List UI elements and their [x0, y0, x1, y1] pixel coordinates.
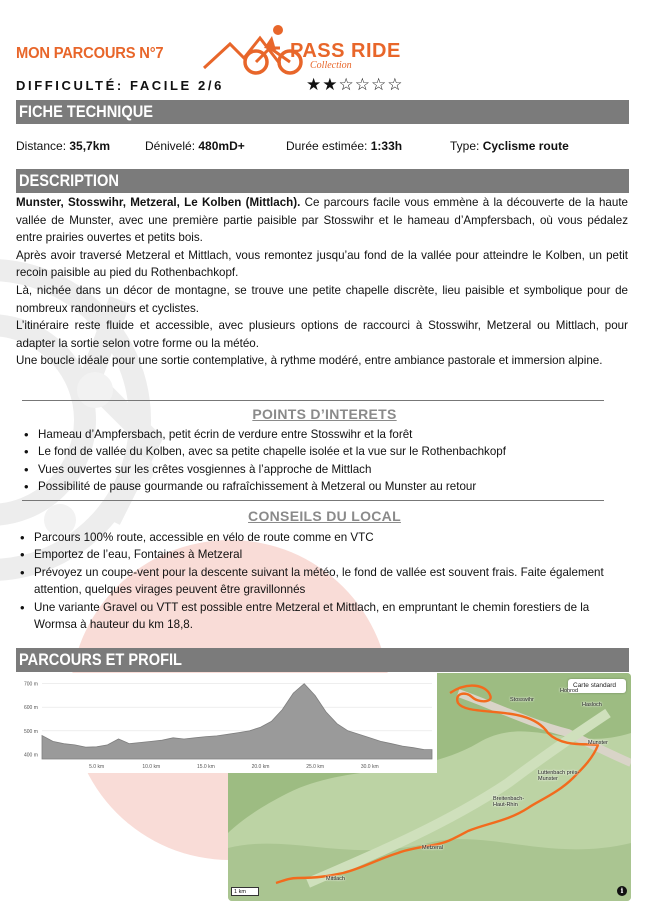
spec-type: Type: Cyclisme route: [450, 139, 569, 153]
elevation-area: [42, 684, 432, 759]
spec-duration: Durée estimée: 1:33h: [286, 139, 403, 153]
section-heading-parcours: PARCOURS ET PROFIL: [19, 650, 182, 669]
section-bar-parcours: [16, 648, 629, 672]
spec-elevation: Dénivelé: 480mD+: [145, 139, 245, 153]
map-place-label: Luttenbach près-Munster: [538, 770, 580, 782]
spec-distance: Distance: 35,7km: [16, 139, 111, 153]
description-paragraph-2: Après avoir traversé Metzeral et Mittlach, vous remontez jusqu’au fond de la vallée pour atteindre le Kolben, un petit recoin paisible au pied du Rothenbachkopf.: [16, 248, 628, 280]
list-item: • Le fond de vallée du Kolben, avec sa petite chapelle isolée et la vue sur le Rothenbachkopf: [20, 443, 630, 460]
route-title: MON PARCOURS N°7: [16, 45, 164, 62]
rating-stars: ★★☆☆☆☆: [306, 75, 404, 95]
section-bar-description: [16, 169, 629, 193]
map-place-label: Breitenbach-Haut-Rhin: [493, 796, 525, 808]
conseils-list: [16, 529, 630, 633]
x-tick-label: 20.0 km: [251, 764, 270, 770]
x-tick-label: 10.0 km: [142, 764, 161, 770]
list-item: • Parcours 100% route, accessible en vélo de route comme en VTC: [16, 529, 630, 546]
section-heading-description: DESCRIPTION: [19, 171, 119, 190]
y-tick-label: 600 m: [24, 705, 38, 712]
section-bar-fiche: [16, 100, 629, 124]
list-item: • Possibilité de pause gourmande ou rafraîchissement à Metzeral ou Munster au retour: [20, 478, 630, 495]
divider: [22, 500, 604, 501]
list-item: • Vues ouvertes sur les crêtes vosgiennes à l’approche de Mittlach: [20, 461, 630, 478]
description-text: [16, 194, 628, 370]
list-item: • Prévoyez un coupe-vent pour la descente suivant la météo, le fond de vallée est souvent frais. Faite également attention, quelques virages peuvent être gravillonnés: [16, 564, 630, 599]
points-list: [20, 426, 630, 496]
difficulty-label: DIFFICULTÉ: FACILE 2/6: [16, 78, 224, 93]
x-tick-label: 5.0 km: [89, 764, 105, 770]
x-tick-label: 15.0 km: [196, 764, 215, 770]
map-place-label: Munster: [588, 740, 608, 746]
list-item: • Une variante Gravel ou VTT est possible entre Metzeral et Mittlach, en empruntant le chemin forestiers de la Wormsa à hauteur du km 18,8.: [16, 599, 630, 634]
y-tick-label: 400 m: [24, 752, 38, 759]
divider: [22, 400, 604, 401]
map-place-label: Mittlach: [326, 876, 345, 882]
map-place-label: Hohrod: [560, 688, 579, 694]
description-paragraph-5: Une boucle idéale pour une sortie contemplative, à rythme modéré, entre ambiance pastorale et immersion alpine.: [16, 354, 603, 368]
y-tick-label: 500 m: [24, 728, 38, 735]
logo-text: PASS RIDE: [290, 40, 401, 62]
map-scale: 1 km: [231, 887, 259, 896]
map-place-label: Stosswihr: [510, 697, 534, 703]
x-tick-label: 25.0 km: [306, 764, 325, 770]
description-paragraph-4: L’itinéraire reste fluide et accessible, avec plusieurs options de raccourci à Stosswihr, Metzeral ou Mittlach, pour adapter la sortie selon votre forme ou la météo.: [16, 319, 628, 350]
x-axis-ticks: [89, 764, 379, 770]
list-item: • Hameau d’Ampfersbach, petit écrin de verdure entre Stosswihr et la forêt: [20, 426, 630, 443]
x-tick-label: 30.0 km: [360, 764, 379, 770]
y-axis-ticks: [24, 682, 38, 759]
elevation-chart: [22, 673, 437, 773]
points-heading: POINTS D’INTERETS: [252, 406, 397, 422]
logo-subtext: Collection: [310, 60, 352, 71]
description-paragraph-1: Munster, Stosswihr, Metzeral, Le Kolben (Mittlach). Ce parcours facile vous emmène à la découverte de la haute vallée de Munster, avec une première partie paisible par Stosswihr et le hameau d’Ampfersbach, où vous pédalez entre prairies ouvertes et petits bois.: [16, 196, 629, 245]
description-paragraph-3: Là, nichée dans un décor de montagne, se trouve une petite chapelle discrète, lieu paisible et symbolique pour de nombreux randonneurs et cyclistes.: [16, 283, 628, 315]
elevation-profile: [22, 673, 437, 773]
list-item: • Emportez de l’eau, Fontaines à Metzeral: [16, 546, 630, 563]
y-tick-label: 700 m: [24, 681, 38, 688]
map-layer-select[interactable]: Carte standard: [568, 679, 626, 693]
info-icon[interactable]: i: [617, 886, 627, 896]
map-place-label: Metzeral: [422, 845, 444, 851]
section-heading-fiche: FICHE TECHNIQUE: [19, 102, 154, 121]
conseils-heading: CONSEILS DU LOCAL: [248, 508, 401, 524]
map-place-label: Hasloch: [582, 702, 602, 708]
